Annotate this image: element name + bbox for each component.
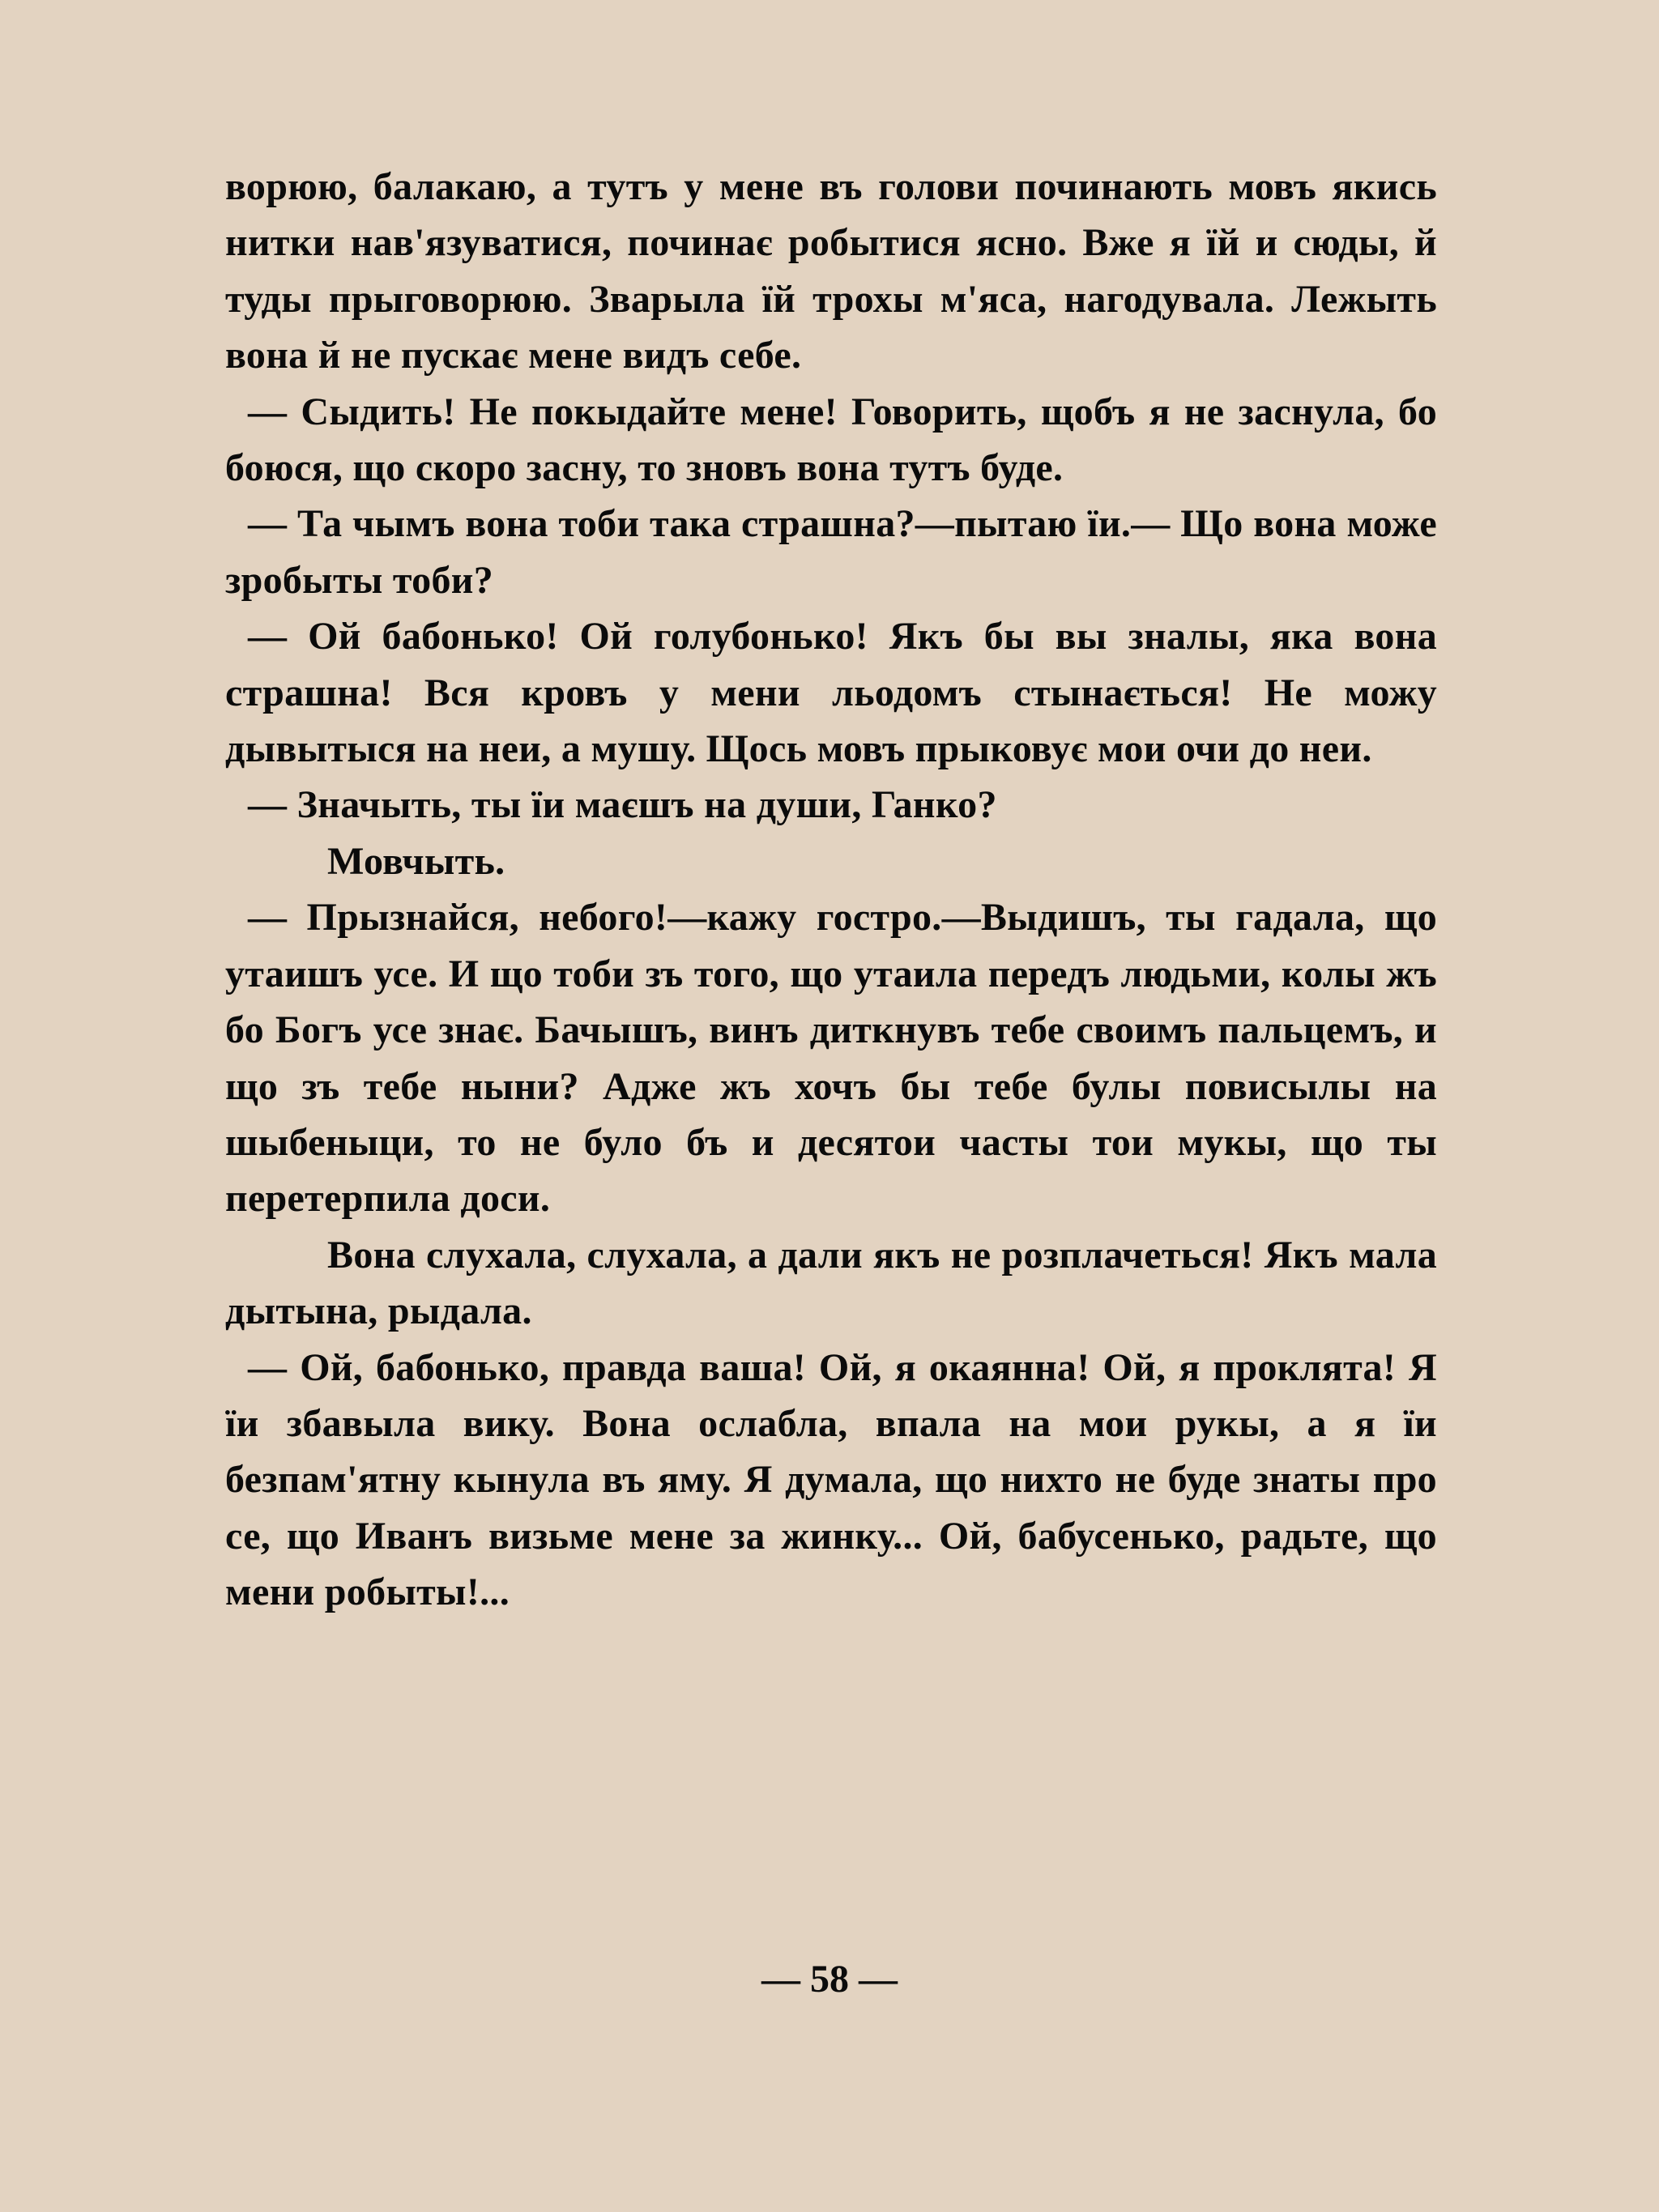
paragraph: — Значыть, ты їи маєшъ на души, Ганко? [248, 783, 997, 827]
page-text [225, 159, 1437, 1621]
page-number: — 58 — [761, 1958, 898, 2001]
paragraph: — Ой, бабонько, правда ваша! Ой, я окаянна! Ой, я проклята! Я їи збавыла вику. Вона ослабла, впала на мои рукы, а я їи безпам'ятну кынула въ яму. Я думала, що нихто не буде знаты про се, що Иванъ визьме мене за жинку... Ой, бабусенько, радьте, що мени робыты!... [225, 1345, 1437, 1614]
paragraph: Мовчыть. [327, 839, 505, 883]
paragraph: — Та чымъ вона тоби така страшна?—пытаю їи.— Що вона може зробыты тоби? [225, 502, 1437, 602]
paragraph: ворюю, балакаю, а тутъ у мене въ голови починають мовъ якись нитки нав'язуватися, починає робытися ясно. Вже я їй и сюды, й туды прыговорюю. Зварыла їй трохы м'яса, нагодувала. Лежыть вона й не пускає мене видъ себе. [225, 165, 1437, 377]
paragraph: — Ой бабонько! Ой голубонько! Якъ бы вы зналы, яка вона страшна! Вся кровъ у мени льодомъ стынається! Не можу дывытыся на неи, а мушу. Щось мовъ прыковує мои очи до неи. [225, 615, 1437, 771]
paragraph: Вона слухала, слухала, а дали якъ не розплачеться! Якъ мала дытына, рыдала. [225, 1233, 1437, 1333]
paragraph: — Сыдить! Не покыдайте мене! Говорить, щобъ я не заснула, бо боюся, що скоро засну, то зновъ вона тутъ буде. [225, 390, 1437, 490]
paragraph: — Прызнайся, небого!—кажу гостро.—Выдишъ, ты гадала, що утаишъ усе. И що тоби зъ того, що утаила передъ людьми, колы жъ бо Богъ усе знає. Бачышъ, винъ диткнувъ тебе своимъ пальцемъ, и що зъ тебе ныни? Адже жъ хочъ бы тебе булы повисылы на шыбеныци, то не було бъ и десятои часты тои мукы, що ты перетерпила доси. [225, 896, 1437, 1221]
